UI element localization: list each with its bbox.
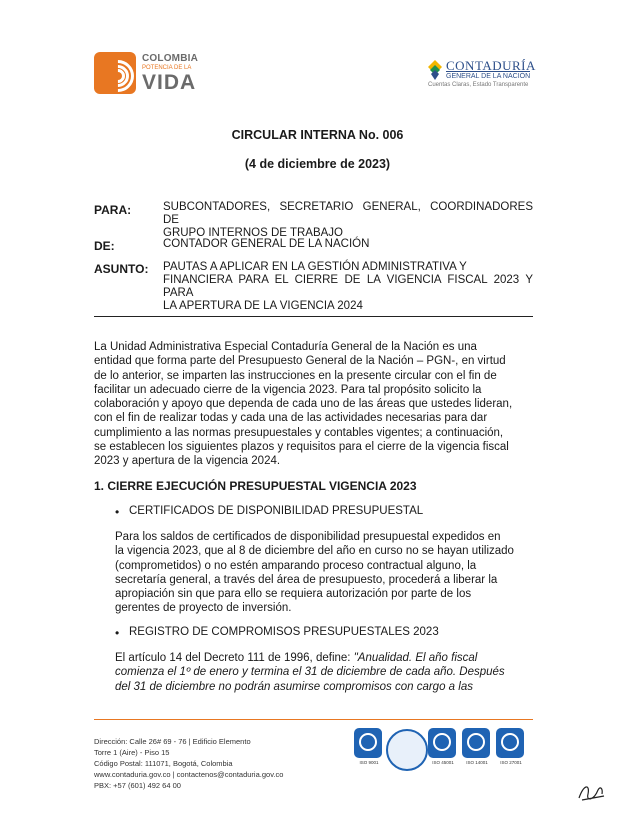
footer-postal: Código Postal: 111071, Bogotá, Colombia xyxy=(94,759,233,768)
iso-45001-badge xyxy=(428,728,458,765)
compromisos-paragraph xyxy=(115,651,533,694)
logo-colombia-text: COLOMBIA xyxy=(142,53,199,64)
iso-27001-badge xyxy=(496,728,526,765)
cdp-line: (comprometidos) o no estén amparando proceso contractual alguno, la xyxy=(115,559,477,572)
subsection-title: REGISTRO DE COMPROMISOS PRESUPUESTALES 2023 xyxy=(129,626,439,638)
logo-contaduria-text: CONTADURÍA xyxy=(446,58,536,73)
cert-label: ISO 14001 xyxy=(466,760,488,765)
cert-label: ISO 9001 xyxy=(359,760,379,765)
compromisos-line: del 31 de diciembre no podrán asumirse compromisos con cargo a las xyxy=(115,680,473,693)
cert-label: ISO 27001 xyxy=(500,760,522,765)
bullet-icon: • xyxy=(115,505,120,519)
certification-icon xyxy=(496,728,524,758)
cdp-line: Para los saldos de certificados de disponibilidad presupuestal expedidos en xyxy=(115,531,501,543)
certification-icon xyxy=(354,728,382,758)
footer-divider xyxy=(94,719,533,720)
de-label: DE: xyxy=(94,239,115,253)
asunto-line: FINANCIERA PARA EL CIERRE DE LA VIGENCIA FISCAL 2023 Y PARA xyxy=(163,274,533,299)
compromisos-line xyxy=(115,651,533,665)
footer-floor: Torre 1 (Aire) - Piso 15 xyxy=(94,748,170,757)
handwritten-initials xyxy=(576,780,606,804)
contaduria-logo-icon xyxy=(428,60,442,80)
colombia-potencia-de-la-vida-logo xyxy=(94,52,214,100)
para-line: SUBCONTADORES, SECRETARIO GENERAL, COORDINADORES DE xyxy=(163,201,533,226)
colombia-logo-icon xyxy=(94,52,136,94)
intro-line: 2023 y apertura de la vigencia 2024. xyxy=(94,455,281,468)
intro-line: facilitar un adecuado cierre de la vigencia 2023. Para tal propósito solicito la xyxy=(94,383,482,396)
para-value xyxy=(163,201,533,240)
asunto-value xyxy=(163,261,533,313)
subsection-title: CERTIFICADOS DE DISPONIBILIDAD PRESUPUESTAL xyxy=(129,505,424,517)
intro-line: con el fin de realizar todas y cada una de las actividades necesarias para dar xyxy=(94,412,488,425)
contaduria-general-logo xyxy=(428,58,538,94)
footer-address: Dirección: Calle 26# 69 - 76 | Edificio Elemento xyxy=(94,737,251,746)
cdp-line: la vigencia 2023, que al 8 de diciembre del año en curso no se hayan utilizado xyxy=(115,545,514,558)
iso-14001-badge xyxy=(462,728,492,765)
section-heading: 1. CIERRE EJECUCIÓN PRESUPUESTAL VIGENCIA 2023 xyxy=(94,479,417,493)
bullet-icon: • xyxy=(115,626,120,640)
logo-potencia-text: POTENCIA DE LA xyxy=(142,65,192,71)
circular-date: (4 de diciembre de 2023) xyxy=(244,157,391,171)
de-value: CONTADOR GENERAL DE LA NACIÓN xyxy=(163,238,370,250)
intro-line: cumplimiento a las normas presupuestales y contables vigentes; a continuación, xyxy=(94,426,504,439)
compromisos-quote: "Anualidad. El año fiscal xyxy=(353,652,478,664)
footer-web-email: www.contaduria.gov.co | contactenos@contaduria.gov.co xyxy=(94,770,284,779)
asunto-label: ASUNTO: xyxy=(94,262,149,276)
cert-label: ISO 45001 xyxy=(432,760,454,765)
para-label: PARA: xyxy=(94,203,132,217)
header-divider xyxy=(94,316,533,317)
certification-icon xyxy=(428,728,456,758)
intro-line: colaboración y apoyo que dependa de cada uno de las áreas que ustedes lideran, xyxy=(94,398,513,411)
logo-slogan-text: Cuentas Claras, Estado Transparente xyxy=(428,82,529,88)
intro-line: de lo anterior, se imparten las instrucciones en la presente circular con el fin de xyxy=(94,369,497,382)
cdp-paragraph xyxy=(115,530,533,616)
intro-paragraph xyxy=(94,340,533,469)
footer-phone: PBX: +57 (601) 492 64 00 xyxy=(94,781,181,790)
logo-vida-text: VIDA xyxy=(142,71,197,94)
logo-general-nacion-text: GENERAL DE LA NACIÓN xyxy=(446,73,531,80)
intro-line: entidad que forma parte del Presupuesto General de la Nación – PGN-, en virtud xyxy=(94,355,506,368)
compromisos-text: El artículo 14 del Decreto 111 de 1996, define: xyxy=(115,652,354,664)
certification-icon xyxy=(462,728,490,758)
cdp-line: secretaría general, a través del área de presupuesto, procederá a liberar la xyxy=(115,573,498,586)
circular-title: CIRCULAR INTERNA No. 006 xyxy=(231,128,404,142)
intro-line: se establecen los siguientes plazos y requisitos para el cierre de la vigencia fiscal xyxy=(94,441,509,454)
cdp-line: gerentes de proyecto de inversión. xyxy=(115,602,292,615)
iso-9001-badge xyxy=(354,728,384,765)
compromisos-line: comienza el 1º de enero y termina el 31 de diciembre de cada año. Después xyxy=(115,666,505,679)
intro-line: La Unidad Administrativa Especial Contaduría General de la Nación es una xyxy=(94,341,477,353)
para-line: GRUPO INTERNOS DE TRABAJO xyxy=(163,227,343,239)
cdp-line: apropiación sin que para ello se requiera autorización por parte de los xyxy=(115,588,472,601)
asunto-line: PAUTAS A APLICAR EN LA GESTIÓN ADMINISTRATIVA Y xyxy=(163,261,467,273)
asunto-line: LA APERTURA DE LA VIGENCIA 2024 xyxy=(163,300,363,312)
iqnet-badge xyxy=(386,729,428,771)
footer-contact xyxy=(94,736,344,791)
